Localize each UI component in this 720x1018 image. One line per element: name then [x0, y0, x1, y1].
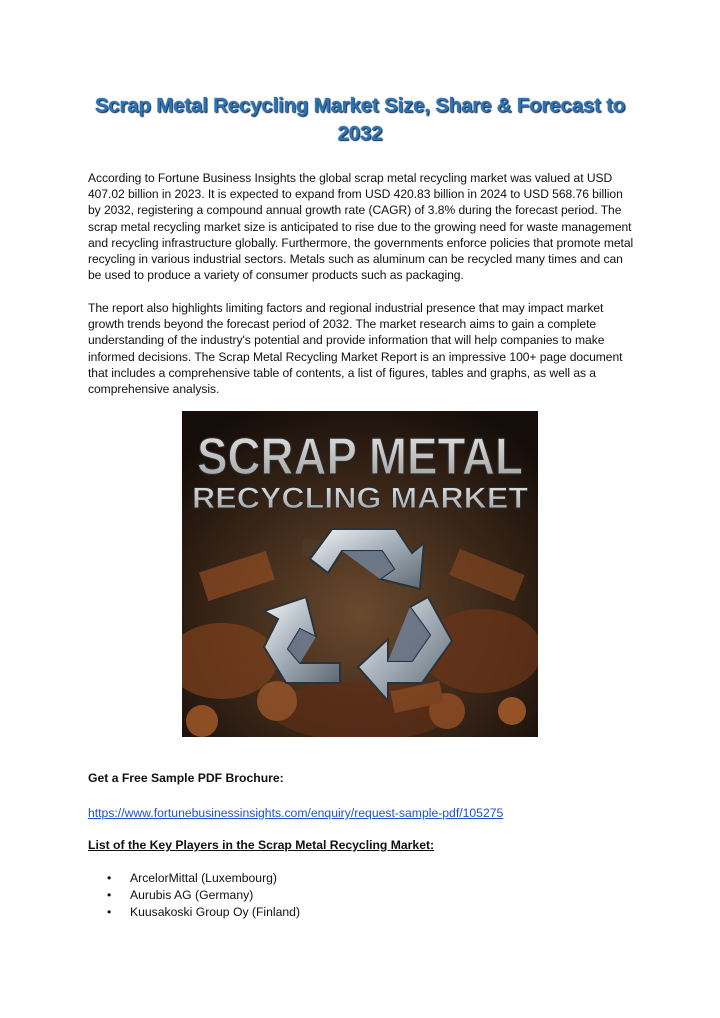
scrap-metal-banner-image	[182, 411, 538, 737]
player-name: Aurubis AG (Germany)	[130, 887, 254, 902]
page-title: Scrap Metal Recycling Market Size, Share & Forecast to 2032	[94, 94, 626, 145]
intro-paragraph: According to Fortune Business Insights the global scrap metal recycling market was valued at USD 407.02 billion in 2023. It is expected to expand from USD 420.83 billion in 2024 to USD 568.76 billion by 2032, registering a compound annual growth rate (CAGR) of 3.8% during the forecast period. The scrap metal recycling market size is anticipated to rise due to the growing need for waste management and recycling infrastructure globally. Furthermore, the governments enforce policies that promote metal recycling in various industrial sectors. Metals such as aluminum can be recycled many times and can be used to produce a variety of consumer products such as packaging.	[88, 171, 634, 283]
list-item	[88, 904, 300, 921]
banner-line-2: RECYCLING MARKET	[192, 482, 528, 515]
key-players-heading: List of the Key Players in the Scrap Metal Recycling Market:	[88, 838, 435, 852]
bullet-icon: •	[107, 871, 112, 885]
sample-pdf-link[interactable]: https://www.fortunebusinessinsights.com/enquiry/request-sample-pdf/105275	[88, 806, 504, 820]
list-item	[88, 870, 300, 887]
player-name: Kuusakoski Group Oy (Finland)	[130, 904, 301, 919]
bullet-icon: •	[107, 887, 112, 902]
player-name: ArcelorMittal (Luxembourg)	[130, 871, 277, 885]
key-players-list	[88, 870, 300, 920]
bullet-icon: •	[107, 904, 112, 919]
banner-line-1: SCRAP METAL	[197, 428, 523, 486]
sample-brochure-label: Get a Free Sample PDF Brochure:	[88, 771, 284, 785]
report-paragraph: The report also highlights limiting factors and regional industrial presence that may impact market growth trends beyond the forecast period of 2032. The market research aims to gain a complete understanding of the industry's potential and provide information that will help companies to make informed decisions. The Scrap Metal Recycling Market Report is an impressive 100+ page document that includes a comprehensive table of contents, a list of figures, tables and graphs, as well as a comprehensive analysis.	[88, 301, 623, 397]
list-item	[88, 887, 300, 904]
